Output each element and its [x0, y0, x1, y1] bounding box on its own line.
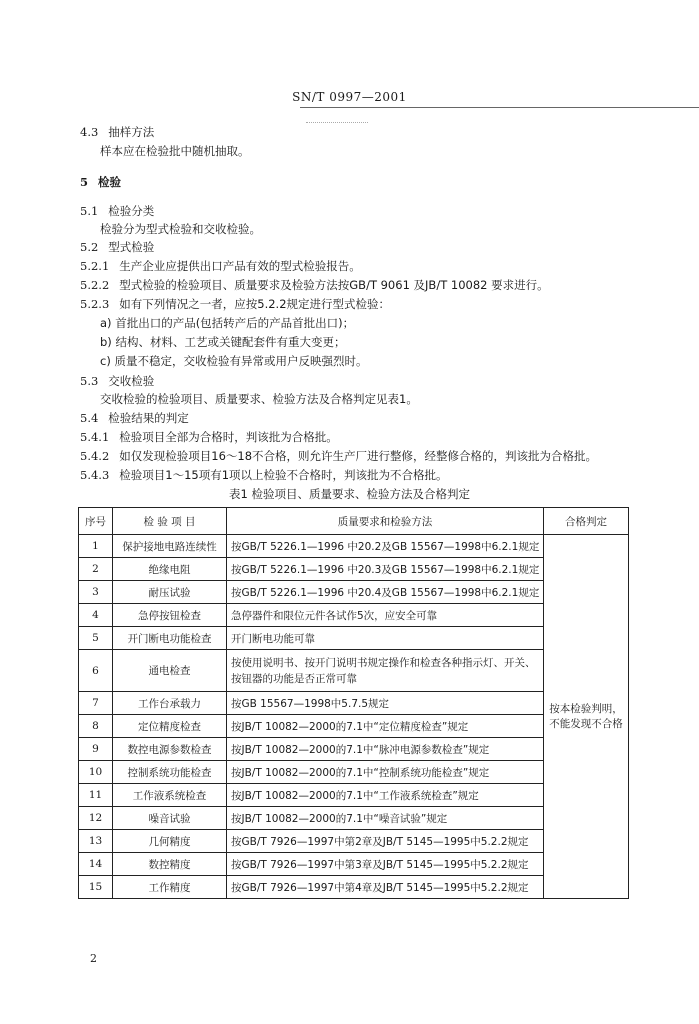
- section-number: 5.2.3: [80, 297, 110, 311]
- row-no: 4: [79, 604, 113, 627]
- section-number: 5.1: [80, 204, 99, 218]
- section-5-2-3: [80, 296, 390, 312]
- section-text: 如有下列情况之一者，应按5.2.2规定进行型式检验：: [119, 297, 391, 311]
- row-item: 几何精度: [113, 830, 227, 853]
- row-no: 6: [79, 650, 113, 692]
- table-row: [79, 535, 629, 558]
- row-item: 通电检查: [113, 650, 227, 692]
- section-5-4-2: [80, 448, 597, 464]
- row-no: 14: [79, 853, 113, 876]
- section-5-2: [80, 239, 154, 255]
- row-method: 按GB/T 5226.1—1996 中20.3及GB 15567—1998中6.2.1规定: [227, 558, 544, 581]
- row-method: 按使用说明书、按开门说明书规定操作和检查各种指示灯、开关、按钮器的功能是否正常可靠: [227, 650, 544, 692]
- header-item: 检 验 项 目: [113, 508, 227, 535]
- section-title: 抽样方法: [108, 125, 155, 139]
- inspection-table: [78, 507, 629, 899]
- row-item: 定位精度检查: [113, 715, 227, 738]
- header-method: 质量要求和检验方法: [227, 508, 544, 535]
- section-text: 生产企业应提供出口产品有效的型式检验报告。: [119, 259, 361, 273]
- section-5-4-3: [80, 467, 448, 483]
- row-item: 工作精度: [113, 876, 227, 899]
- header-verdict: 合格判定: [544, 508, 629, 535]
- section-number: 5: [80, 175, 89, 189]
- row-method: 按JB/T 10082—2000的7.1中“工作液系统检查”规定: [227, 784, 544, 807]
- section-title: 检验分类: [108, 204, 155, 218]
- standard-code-header: SN/T 0997—2001: [292, 90, 407, 104]
- section-number: 5.4.1: [80, 430, 110, 444]
- section-5: [80, 174, 121, 190]
- verdict-cell: 按本检验判明，不能发现不合格: [544, 535, 629, 899]
- row-item: 开门断电功能检查: [113, 627, 227, 650]
- section-number: 5.3: [80, 374, 99, 388]
- row-method: 按JB/T 10082—2000的7.1中“控制系统功能检查”规定: [227, 761, 544, 784]
- section-5-2-2: [80, 277, 549, 293]
- row-item: 数控电源参数检查: [113, 738, 227, 761]
- row-no: 1: [79, 535, 113, 558]
- header-dotted-rule: [306, 122, 368, 123]
- header-no: 序号: [79, 508, 113, 535]
- list-item-c: c) 质量不稳定，交收检验有异常或用户反映强烈时。: [100, 354, 368, 368]
- section-number: 5.4.3: [80, 468, 110, 482]
- row-method: 开门断电功能可靠: [227, 627, 544, 650]
- section-4-3: [80, 124, 154, 140]
- row-no: 3: [79, 581, 113, 604]
- section-title: 交收检验: [108, 374, 155, 388]
- section-5-1: [80, 203, 154, 219]
- section-text: 检验项目全部为合格时，判该批为合格批。: [119, 430, 338, 444]
- row-no: 12: [79, 807, 113, 830]
- row-method: 按GB/T 5226.1—1996 中20.4及GB 15567—1998中6.2.1规定: [227, 581, 544, 604]
- row-method: 急停器件和限位元件各试作5次，应安全可靠: [227, 604, 544, 627]
- paragraph: 检验分为型式检验和交收检验。: [100, 222, 261, 236]
- row-no: 11: [79, 784, 113, 807]
- row-no: 5: [79, 627, 113, 650]
- row-method: 按GB 15567—1998中5.7.5规定: [227, 692, 544, 715]
- row-method: 按GB/T 7926—1997中第3章及JB/T 5145—1995中5.2.2规定: [227, 853, 544, 876]
- row-item: 绝缘电阻: [113, 558, 227, 581]
- row-no: 2: [79, 558, 113, 581]
- list-item-b: b) 结构、材料、工艺或关键配套件有重大变更；: [100, 335, 346, 349]
- row-item: 耐压试验: [113, 581, 227, 604]
- row-item: 工作液系统检查: [113, 784, 227, 807]
- row-item: 噪音试验: [113, 807, 227, 830]
- section-title: 检验: [98, 175, 122, 189]
- row-no: 10: [79, 761, 113, 784]
- section-text: 检验项目1～15项有1项以上检验不合格时，判该批为不合格批。: [119, 468, 448, 482]
- row-item: 工作台承载力: [113, 692, 227, 715]
- row-no: 15: [79, 876, 113, 899]
- row-item: 数控精度: [113, 853, 227, 876]
- page-number: 2: [90, 952, 97, 965]
- header-rule: [300, 107, 699, 108]
- table-caption: 表1 检验项目、质量要求、检验方法及合格判定: [229, 487, 470, 501]
- section-title: 检验结果的判定: [108, 411, 189, 425]
- row-method: 按GB/T 5226.1—1996 中20.2及GB 15567—1998中6.2.1规定: [227, 535, 544, 558]
- section-text: 型式检验的检验项目、质量要求及检验方法按GB/T 9061 及JB/T 10082 要求进行。: [119, 278, 549, 292]
- row-no: 13: [79, 830, 113, 853]
- section-title: 型式检验: [108, 240, 155, 254]
- row-method: 按JB/T 10082—2000的7.1中“脉冲电源参数检查”规定: [227, 738, 544, 761]
- section-number: 4.3: [80, 125, 99, 139]
- section-number: 5.2: [80, 240, 99, 254]
- row-method: 按GB/T 7926—1997中第4章及JB/T 5145—1995中5.2.2规定: [227, 876, 544, 899]
- section-number: 5.2.2: [80, 278, 110, 292]
- row-item: 急停按钮检查: [113, 604, 227, 627]
- row-no: 9: [79, 738, 113, 761]
- section-number: 5.4: [80, 411, 99, 425]
- section-number: 5.4.2: [80, 449, 110, 463]
- table-header-row: [79, 508, 629, 535]
- section-5-2-1: [80, 258, 361, 274]
- section-5-3: [80, 373, 154, 389]
- paragraph: 样本应在检验批中随机抽取。: [100, 144, 250, 158]
- row-item: 保护接地电路连续性: [113, 535, 227, 558]
- section-5-4-1: [80, 429, 338, 445]
- section-text: 如仅发现检验项目16～18不合格，则允许生产厂进行整修，经整修合格的，判该批为合格批。: [119, 449, 598, 463]
- list-item-a: a) 首批出口的产品(包括转产后的产品首批出口)；: [100, 316, 355, 330]
- row-method: 按JB/T 10082—2000的7.1中“定位精度检查”规定: [227, 715, 544, 738]
- paragraph: 交收检验的检验项目、质量要求、检验方法及合格判定见表1。: [100, 392, 418, 406]
- section-number: 5.2.1: [80, 259, 110, 273]
- section-5-4: [80, 410, 189, 426]
- row-no: 7: [79, 692, 113, 715]
- row-method: 按GB/T 7926—1997中第2章及JB/T 5145—1995中5.2.2规定: [227, 830, 544, 853]
- row-item: 控制系统功能检查: [113, 761, 227, 784]
- row-no: 8: [79, 715, 113, 738]
- row-method: 按JB/T 10082—2000的7.1中“噪音试验”规定: [227, 807, 544, 830]
